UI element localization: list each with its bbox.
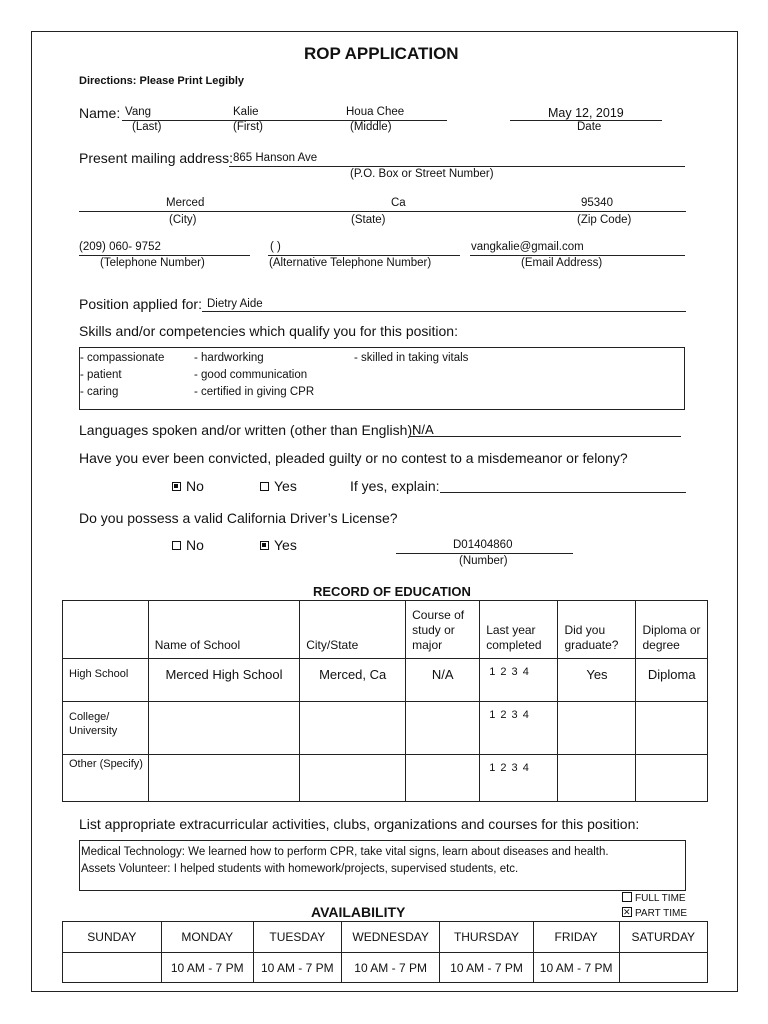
street-value[interactable]: 865 Hanson Ave	[233, 152, 318, 164]
phone-underline	[79, 255, 250, 256]
license-number-value[interactable]: D01404860	[453, 539, 513, 551]
zip-caption: (Zip Code)	[577, 214, 632, 226]
availability-title: AVAILABILITY	[311, 904, 406, 920]
table-row	[63, 702, 708, 755]
city-value[interactable]: Merced	[166, 197, 205, 209]
explain-underline[interactable]	[440, 492, 686, 493]
conviction-no-label: No	[186, 478, 204, 494]
row-label-college: College/ University	[63, 702, 149, 755]
degree-cell[interactable]: Diploma	[636, 659, 708, 702]
year-cell[interactable]	[480, 659, 558, 702]
zip-value[interactable]: 95340	[581, 197, 613, 209]
middle-caption: (Middle)	[350, 121, 392, 133]
part-time-label: PART TIME	[635, 908, 688, 919]
skills-col-2	[194, 350, 314, 401]
license-yes-label: Yes	[274, 537, 297, 553]
conviction-yes-label: Yes	[274, 478, 297, 494]
day-header: THURSDAY	[440, 922, 533, 953]
major-cell[interactable]: N/A	[406, 659, 480, 702]
hours-cell[interactable]	[63, 953, 162, 983]
hours-cell[interactable]: 10 AM - 7 PM	[440, 953, 533, 983]
education-header-graduate: Did you graduate?	[558, 601, 636, 659]
education-header-city: City/State	[300, 601, 406, 659]
city-state-zip-underline	[79, 211, 686, 212]
availability-table	[62, 921, 708, 983]
activity-line: Assets Volunteer: I helped students with homework/projects, supervised students, etc.	[81, 863, 519, 875]
graduated-cell[interactable]	[558, 702, 636, 755]
graduated-cell[interactable]: Yes	[558, 659, 636, 702]
email-underline	[470, 255, 685, 256]
position-label: Position applied for:	[79, 296, 202, 312]
license-no-option[interactable]	[172, 537, 204, 553]
year-options: 1 2 3 4	[489, 666, 530, 678]
skill-item: - good communication	[194, 369, 308, 381]
hours-cell[interactable]	[619, 953, 707, 983]
skills-label: Skills and/or competencies which qualify you for this position:	[79, 323, 458, 339]
street-caption: (P.O. Box or Street Number)	[350, 168, 494, 180]
hours-cell[interactable]: 10 AM - 7 PM	[341, 953, 439, 983]
first-caption: (First)	[233, 121, 264, 133]
education-header-degree: Diploma or degree	[636, 601, 708, 659]
day-header: TUESDAY	[253, 922, 341, 953]
directions: Directions: Please Print Legibly	[79, 75, 245, 87]
languages-value[interactable]: N/A	[412, 422, 434, 437]
state-caption: (State)	[351, 214, 386, 226]
degree-cell[interactable]	[636, 702, 708, 755]
license-no-label: No	[186, 537, 204, 553]
city-cell[interactable]	[300, 702, 406, 755]
name-label: Name:	[79, 105, 121, 121]
education-header-major: Course of study or major	[406, 601, 480, 659]
alt-phone-underline	[268, 255, 460, 256]
city-cell[interactable]	[300, 755, 406, 802]
date-caption: Date	[577, 121, 602, 133]
street-underline	[229, 166, 685, 167]
license-number-underline	[396, 553, 573, 554]
school-cell[interactable]	[148, 702, 299, 755]
alt-phone-caption: (Alternative Telephone Number)	[269, 257, 432, 269]
activity-line: Medical Technology: We learned how to perform CPR, take vital signs, learn about diseases and health.	[81, 846, 609, 858]
skill-item: - certified in giving CPR	[194, 386, 315, 398]
form-title: ROP APPLICATION	[304, 44, 459, 63]
hours-cell[interactable]: 10 AM - 7 PM	[533, 953, 619, 983]
languages-underline	[410, 436, 681, 437]
city-cell[interactable]: Merced, Ca	[300, 659, 406, 702]
checked-checkbox-icon[interactable]	[260, 541, 269, 550]
middle-name-value[interactable]: Houa Chee	[346, 106, 405, 118]
languages-label: Languages spoken and/or written (other than English):	[79, 422, 416, 438]
school-cell[interactable]	[148, 755, 299, 802]
skill-item: - caring	[80, 386, 119, 398]
day-header: FRIDAY	[533, 922, 619, 953]
day-header: WEDNESDAY	[341, 922, 439, 953]
unchecked-checkbox-icon[interactable]	[622, 892, 632, 902]
license-question: Do you possess a valid California Driver’s License?	[79, 510, 398, 526]
conviction-yes-option[interactable]	[260, 478, 297, 494]
year-options: 1 2 3 4	[489, 709, 530, 721]
name-underline	[122, 120, 447, 121]
unchecked-checkbox-icon[interactable]	[260, 482, 269, 491]
full-time-label: FULL TIME	[635, 893, 686, 904]
conviction-question: Have you ever been convicted, pleaded guilty or no contest to a misdemeanor or felony?	[79, 450, 628, 466]
alt-phone-value[interactable]: ( )	[270, 241, 281, 253]
year-options: 1 2 3 4	[489, 762, 530, 774]
skills-col-1	[80, 350, 164, 401]
position-value[interactable]: Dietry Aide	[207, 298, 263, 310]
date-value[interactable]: May 12, 2019	[548, 106, 624, 120]
hours-cell[interactable]: 10 AM - 7 PM	[253, 953, 341, 983]
city-caption: (City)	[169, 214, 197, 226]
education-header-school: Name of School	[148, 601, 299, 659]
day-header: SUNDAY	[63, 922, 162, 953]
phone-caption: (Telephone Number)	[100, 257, 205, 269]
full-time-option[interactable]	[622, 892, 686, 904]
education-header-lastyear: Last year completed	[480, 601, 558, 659]
day-header: MONDAY	[161, 922, 253, 953]
part-time-option[interactable]	[622, 907, 687, 919]
state-value[interactable]: Ca	[391, 197, 406, 209]
license-yes-option[interactable]	[260, 537, 297, 553]
year-cell[interactable]	[480, 702, 558, 755]
skills-col-3	[354, 350, 468, 367]
year-cell[interactable]	[480, 755, 558, 802]
last-caption: (Last)	[132, 121, 162, 133]
major-cell[interactable]	[406, 702, 480, 755]
unchecked-checkbox-icon[interactable]	[172, 541, 181, 550]
graduated-cell[interactable]	[558, 755, 636, 802]
email-value[interactable]: vangkalie@gmail.com	[471, 241, 584, 253]
activities-text	[81, 844, 609, 878]
education-header-empty	[63, 601, 149, 659]
hours-cell[interactable]: 10 AM - 7 PM	[161, 953, 253, 983]
first-name-value[interactable]: Kalie	[233, 106, 259, 118]
school-cell[interactable]: Merced High School	[148, 659, 299, 702]
table-row	[63, 953, 708, 983]
explain-label: If yes, explain:	[350, 478, 440, 494]
row-label-high-school: High School	[63, 659, 149, 702]
phone-area-code: (209)	[79, 241, 106, 253]
phone-number: 060- 9752	[109, 241, 161, 253]
address-label: Present mailing address:	[79, 150, 234, 166]
position-underline	[202, 311, 686, 312]
skill-item: - hardworking	[194, 352, 264, 364]
skill-item: - compassionate	[80, 352, 165, 364]
degree-cell[interactable]	[636, 755, 708, 802]
table-row	[63, 922, 708, 953]
day-header: SATURDAY	[619, 922, 707, 953]
email-caption: (Email Address)	[521, 257, 603, 269]
checked-checkbox-icon[interactable]	[622, 907, 632, 917]
table-row	[63, 659, 708, 702]
education-title: RECORD OF EDUCATION	[313, 584, 471, 599]
skill-item: - skilled in taking vitals	[354, 352, 469, 364]
education-table	[62, 600, 708, 802]
major-cell[interactable]	[406, 755, 480, 802]
license-number-caption: (Number)	[459, 555, 508, 567]
last-name-value[interactable]: Vang	[125, 106, 152, 118]
row-label-other: Other (Specify)	[63, 755, 149, 802]
skill-item: - patient	[80, 369, 122, 381]
table-row	[63, 755, 708, 802]
conviction-no-option[interactable]	[172, 478, 204, 494]
activities-label: List appropriate extracurricular activities, clubs, organizations and courses for this position:	[79, 816, 640, 832]
phone-value[interactable]	[79, 241, 161, 253]
checked-checkbox-icon[interactable]	[172, 482, 181, 491]
